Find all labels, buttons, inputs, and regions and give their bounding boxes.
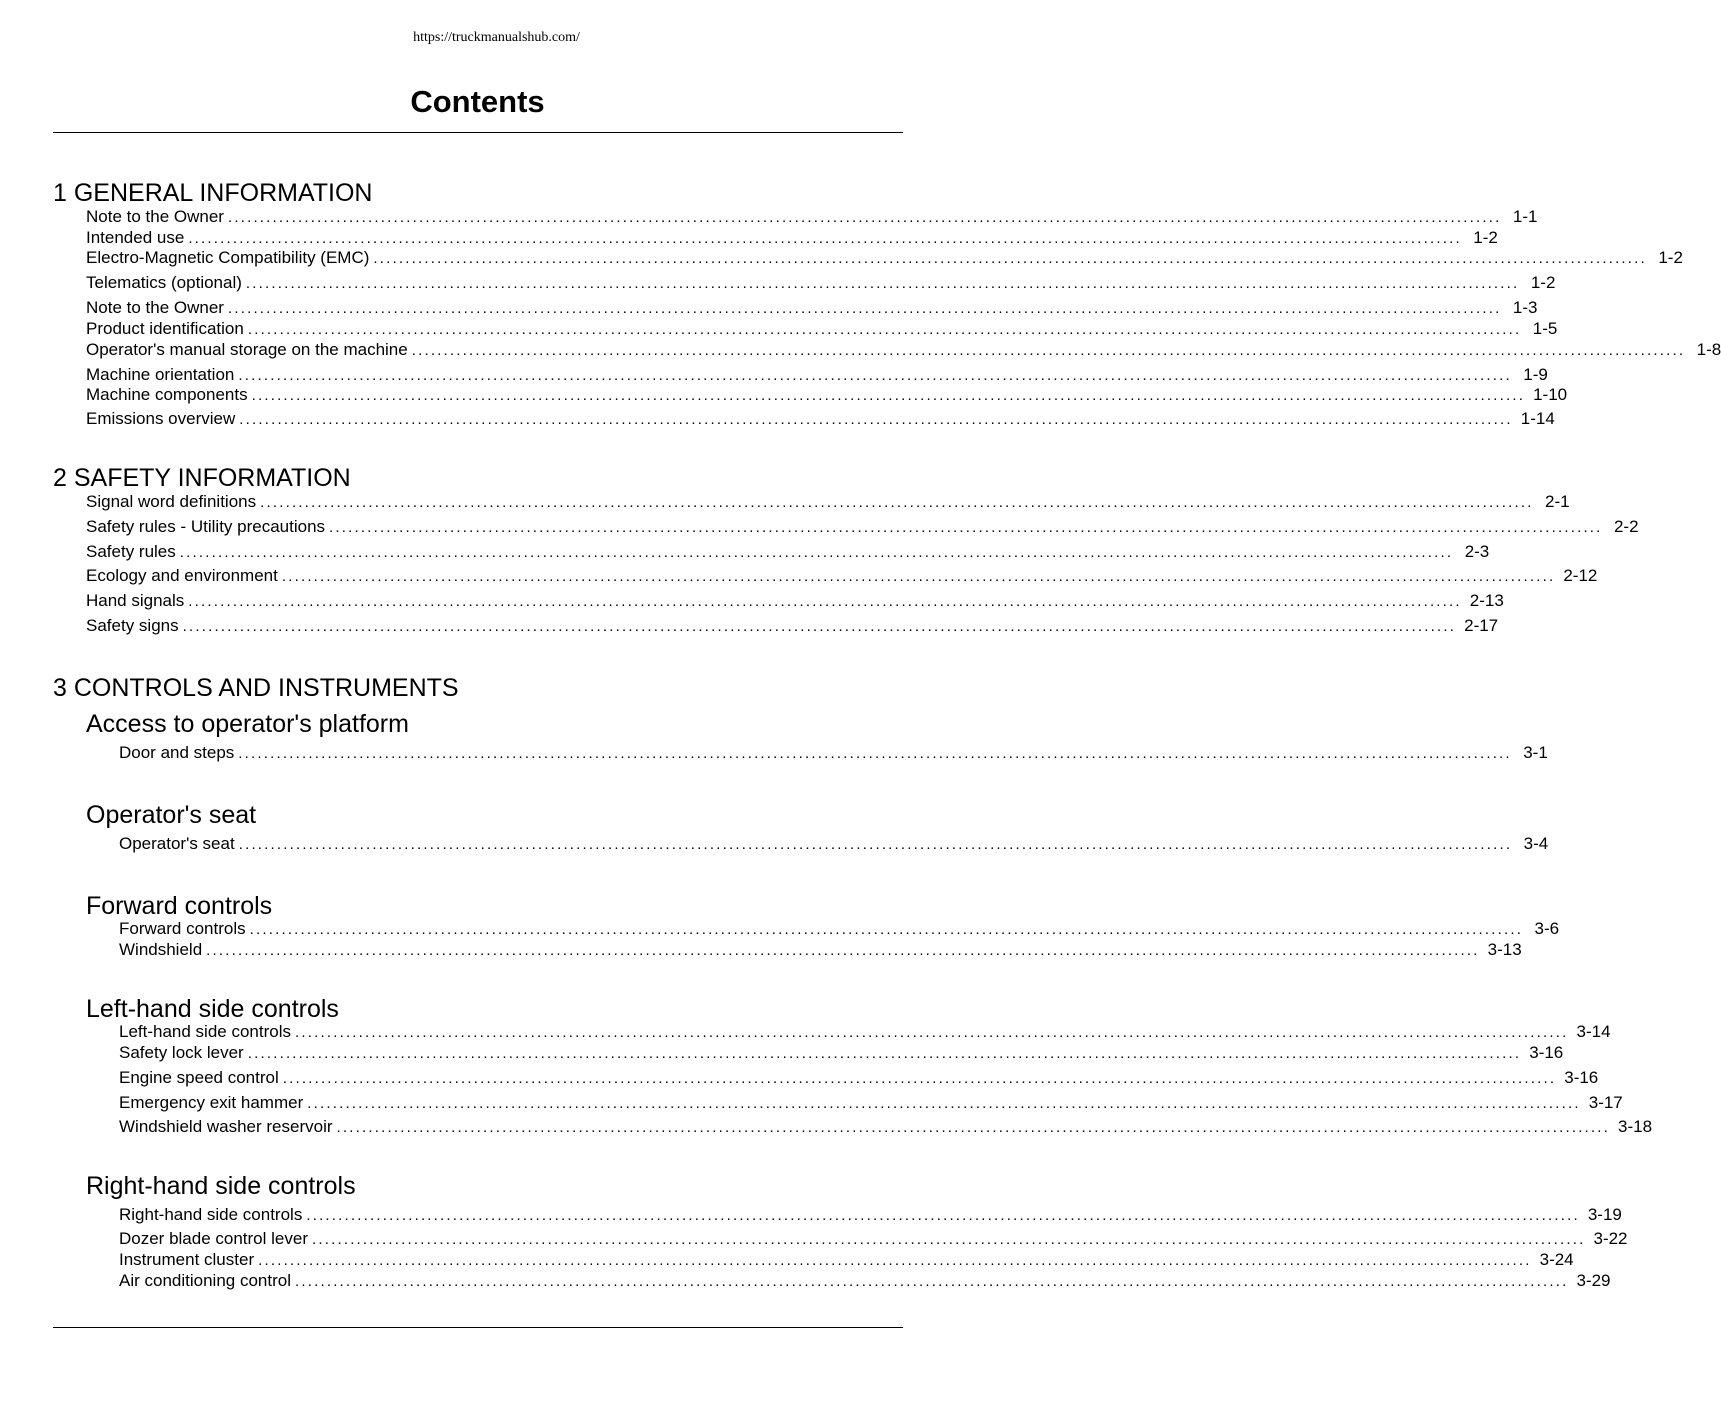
toc-entry[interactable] <box>119 940 1522 960</box>
toc-entry[interactable] <box>86 409 1555 429</box>
toc-entry-label: Emissions overview <box>86 409 236 428</box>
toc-entry-label: Air conditioning control <box>119 1271 291 1290</box>
toc-entry[interactable] <box>86 248 1683 268</box>
toc-entry[interactable] <box>86 492 1570 512</box>
dot-leader: ........................................................................................................................................................................................................ <box>295 1024 1569 1041</box>
toc-entry-page: 1-3 <box>1512 298 1538 317</box>
dot-leader: ........................................................................................................................................................................................................ <box>260 494 1534 511</box>
dot-leader: ........................................................................................................................................................................................................ <box>179 544 1454 561</box>
toc-entry-page: 3-6 <box>1534 919 1560 938</box>
toc-entry[interactable] <box>86 228 1498 248</box>
toc-entry-page: 3-29 <box>1576 1271 1611 1290</box>
toc-entry[interactable] <box>119 1093 1623 1113</box>
toc-entry[interactable] <box>119 1043 1564 1063</box>
toc-entry-page: 1-2 <box>1530 273 1556 292</box>
dot-leader: ........................................................................................................................................................................................................ <box>182 618 1457 635</box>
toc-entry[interactable] <box>86 385 1568 405</box>
toc-entry-page: 3-16 <box>1564 1068 1599 1087</box>
toc-entry-label: Engine speed control <box>119 1068 279 1087</box>
toc-entry-label: Intended use <box>86 228 185 247</box>
toc-entry-label: Note to the Owner <box>86 298 224 317</box>
toc-entry-page: 2-1 <box>1545 492 1570 511</box>
dot-leader: ........................................................................................................................................................................................................ <box>238 745 1512 762</box>
section-heading: Left-hand side controls <box>86 995 339 1023</box>
toc-entry[interactable] <box>119 1271 1611 1291</box>
dot-leader: ........................................................................................................................................................................................................ <box>245 275 1520 292</box>
toc-entry[interactable] <box>119 1250 1574 1270</box>
toc-entry-page: 3-1 <box>1523 743 1548 762</box>
toc-entry-page: 1-14 <box>1520 409 1555 428</box>
toc-entry-label: Ecology and environment <box>86 566 278 585</box>
toc-entry-label: Windshield washer reservoir <box>119 1117 333 1136</box>
toc-entry-label: Machine components <box>86 385 248 404</box>
toc-entry-label: Windshield <box>119 940 203 959</box>
toc-entry-label: Telematics (optional) <box>86 273 242 292</box>
toc-entry-page: 3-13 <box>1487 940 1522 959</box>
dot-leader: ........................................................................................................................................................................................................ <box>206 942 1480 959</box>
dot-leader: ........................................................................................................................................................................................................ <box>227 300 1502 317</box>
dot-leader: ........................................................................................................................................................................................................ <box>411 342 1686 359</box>
toc-entry-label: Left-hand side controls <box>119 1022 291 1041</box>
chapter-heading: 2 SAFETY INFORMATION <box>53 464 351 492</box>
toc-entry-page: 2-2 <box>1613 517 1639 536</box>
toc-entry[interactable] <box>86 365 1548 385</box>
bottom-divider <box>53 1327 903 1328</box>
section-heading: Forward controls <box>86 892 273 920</box>
section-heading: Operator's seat <box>86 801 257 829</box>
toc-entry-label: Electro-Magnetic Compatibility (EMC) <box>86 248 370 267</box>
toc-entry-page: 3-19 <box>1587 1205 1622 1224</box>
dot-leader: ........................................................................................................................................................................................................ <box>251 387 1526 404</box>
toc-entry[interactable] <box>119 1117 1653 1137</box>
toc-entry[interactable] <box>119 1229 1628 1249</box>
toc-entry-page: 1-5 <box>1532 319 1558 338</box>
toc-entry[interactable] <box>86 517 1639 537</box>
toc-entry[interactable] <box>86 319 1558 339</box>
dot-leader: ........................................................................................................................................................................................................ <box>306 1207 1580 1224</box>
dot-leader: ........................................................................................................................................................................................................ <box>311 1231 1586 1248</box>
toc-entry[interactable] <box>86 591 1504 611</box>
toc-entry-label: Emergency exit hammer <box>119 1093 304 1112</box>
toc-entry[interactable] <box>86 542 1490 562</box>
dot-leader: ........................................................................................................................................................................................................ <box>373 250 1647 267</box>
toc-entry-page: 1-9 <box>1523 365 1548 384</box>
toc-entry[interactable] <box>86 207 1538 227</box>
toc-entry-label: Operator's seat <box>119 834 235 853</box>
toc-entry-label: Note to the Owner <box>86 207 224 226</box>
toc-entry-page: 3-16 <box>1529 1043 1564 1062</box>
page-title: Contents <box>410 84 545 119</box>
dot-leader: ........................................................................................................................................................................................................ <box>249 921 1524 938</box>
toc-entry-label: Signal word definitions <box>86 492 257 511</box>
dot-leader: ........................................................................................................................................................................................................ <box>227 209 1502 226</box>
toc-entry[interactable] <box>119 1022 1611 1042</box>
toc-entry[interactable] <box>119 919 1560 939</box>
toc-entry-label: Instrument cluster <box>119 1250 255 1269</box>
header-url: https://truckmanualshub.com/ <box>413 30 580 45</box>
chapter-heading: 1 GENERAL INFORMATION <box>53 179 373 207</box>
toc-entry-page: 1-8 <box>1696 340 1721 359</box>
dot-leader: ........................................................................................................................................................................................................ <box>282 1070 1557 1087</box>
toc-entry-page: 2-17 <box>1464 616 1499 635</box>
dot-leader: ........................................................................................................................................................................................................ <box>238 367 1512 384</box>
toc-entry-label: Operator's manual storage on the machine <box>86 340 408 359</box>
toc-entry[interactable] <box>119 1068 1599 1088</box>
toc-entry[interactable] <box>119 1205 1622 1225</box>
toc-entry-label: Right-hand side controls <box>119 1205 303 1224</box>
dot-leader: ........................................................................................................................................................................................................ <box>188 593 1462 610</box>
toc-entry-page: 3-14 <box>1576 1022 1611 1041</box>
toc-entry-page: 1-10 <box>1533 385 1568 404</box>
toc-entry-page: 1-2 <box>1658 248 1683 267</box>
chapter-heading: 3 CONTROLS AND INSTRUMENTS <box>53 674 459 702</box>
dot-leader: ........................................................................................................................................................................................................ <box>258 1252 1532 1269</box>
toc-entry-page: 2-12 <box>1563 566 1598 585</box>
dot-leader: ........................................................................................................................................................................................................ <box>329 519 1603 536</box>
top-divider <box>53 132 903 133</box>
toc-entry-label: Hand signals <box>86 591 185 610</box>
section-heading: Right-hand side controls <box>86 1172 356 1200</box>
dot-leader: ........................................................................................................................................................................................................ <box>307 1095 1581 1112</box>
toc-entry[interactable] <box>86 340 1721 360</box>
dot-leader: ........................................................................................................................................................................................................ <box>281 568 1556 585</box>
toc-entry-label: Safety rules <box>86 542 176 561</box>
toc-entry-label: Product identification <box>86 319 244 338</box>
toc-entry-page: 1-2 <box>1473 228 1498 247</box>
toc-entry-label: Safety signs <box>86 616 179 635</box>
toc-entry-label: Machine orientation <box>86 365 235 384</box>
dot-leader: ........................................................................................................................................................................................................ <box>294 1273 1569 1290</box>
dot-leader: ........................................................................................................................................................................................................ <box>188 230 1462 247</box>
toc-entry[interactable] <box>119 743 1548 763</box>
toc-entry-label: Dozer blade control lever <box>119 1229 308 1248</box>
toc-entry-page: 2-3 <box>1464 542 1490 561</box>
section-heading: Access to operator's platform <box>86 710 409 738</box>
toc-entry[interactable] <box>86 273 1556 293</box>
dot-leader: ........................................................................................................................................................................................................ <box>247 1045 1522 1062</box>
toc-entry-page: 3-4 <box>1523 834 1549 853</box>
toc-entry-label: Safety rules - Utility precautions <box>86 517 326 536</box>
toc-entry-page: 1-1 <box>1512 207 1538 226</box>
toc-entry-label: Door and steps <box>119 743 235 762</box>
toc-entry-page: 2-13 <box>1469 591 1504 610</box>
dot-leader: ........................................................................................................................................................................................................ <box>239 411 1513 428</box>
toc-entry[interactable] <box>86 566 1598 586</box>
toc-entry-page: 3-18 <box>1618 1117 1653 1136</box>
toc-entry-page: 3-22 <box>1593 1229 1628 1248</box>
toc-entry-page: 3-17 <box>1588 1093 1623 1112</box>
toc-entry-label: Safety lock lever <box>119 1043 244 1062</box>
toc-entry-page: 3-24 <box>1539 1250 1574 1269</box>
dot-leader: ........................................................................................................................................................................................................ <box>238 836 1513 853</box>
dot-leader: ........................................................................................................................................................................................................ <box>247 321 1522 338</box>
toc-entry[interactable] <box>86 298 1538 318</box>
toc-entry[interactable] <box>119 834 1549 854</box>
toc-entry-label: Forward controls <box>119 919 246 938</box>
dot-leader: ........................................................................................................................................................................................................ <box>336 1119 1611 1136</box>
toc-entry[interactable] <box>86 616 1499 636</box>
